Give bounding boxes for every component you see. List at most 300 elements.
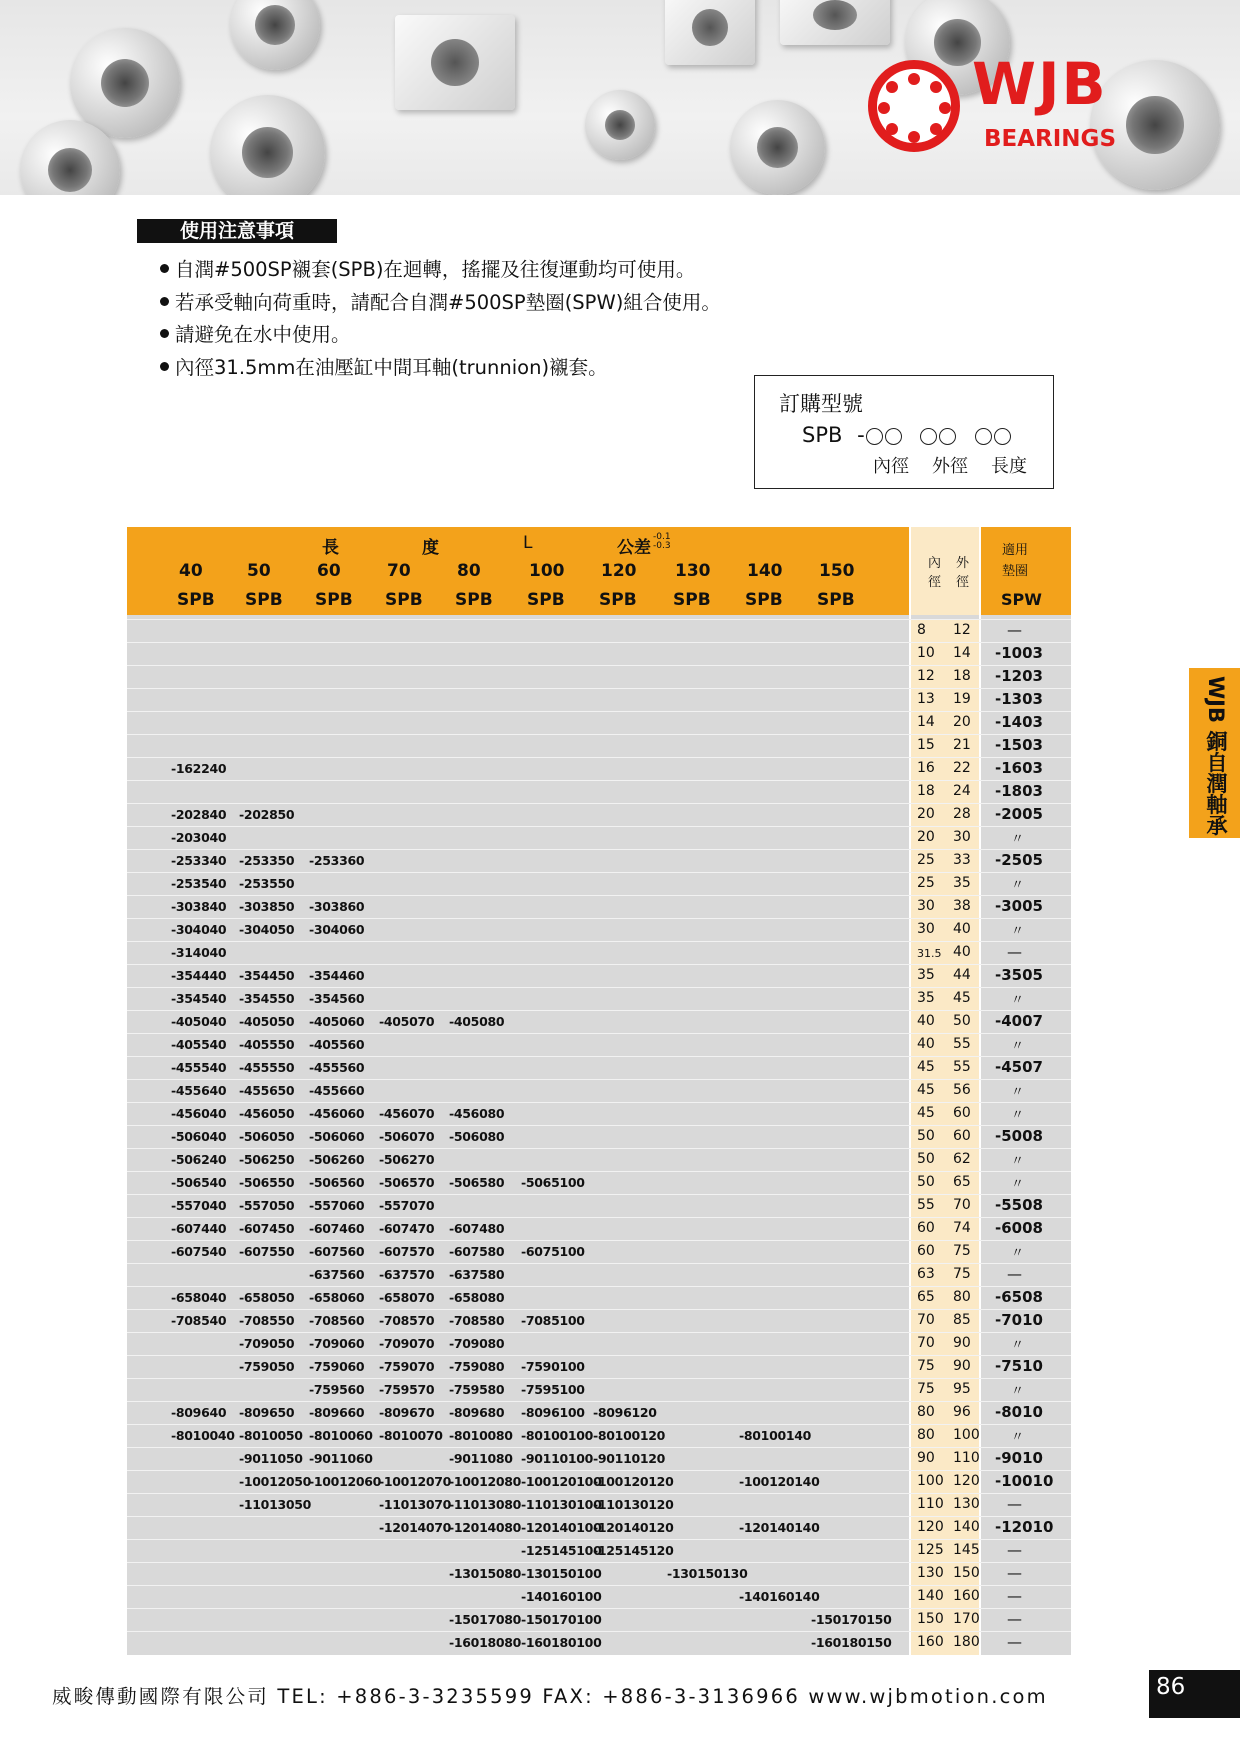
inner-diameter-cell: 35 [917, 990, 935, 1006]
table-row [127, 1562, 1071, 1585]
outer-diameter-cell: 44 [953, 967, 971, 983]
outer-diameter-cell: 40 [953, 921, 971, 937]
inner-diameter-cell: 160 [917, 1634, 944, 1650]
outer-diameter-cell: 160 [953, 1588, 980, 1604]
washer-cell: -5008 [995, 1127, 1043, 1145]
length-label-2: 度 [422, 538, 439, 558]
part-number-cell: -759560 [309, 1382, 365, 1397]
outer-diameter-cell: 74 [953, 1220, 971, 1236]
part-number-cell: -405040 [171, 1014, 227, 1029]
part-number-cell: -456060 [309, 1106, 365, 1121]
outer-diameter-cell: 90 [953, 1335, 971, 1351]
bearing-image [70, 28, 180, 138]
outer-diameter-cell: 24 [953, 783, 971, 799]
outer-diameter-cell: 62 [953, 1151, 971, 1167]
outer-diameter-cell: 38 [953, 898, 971, 914]
placeholder-circle-icon [885, 428, 902, 445]
part-number-cell: -304040 [171, 922, 227, 937]
part-number-cell: -708580 [449, 1313, 505, 1328]
part-number-cell: -607480 [449, 1221, 505, 1236]
washer-cell: -3505 [995, 966, 1043, 984]
part-number-cell: -303850 [239, 899, 295, 914]
inner-diameter-cell: 45 [917, 1105, 935, 1121]
part-number-cell: -455660 [309, 1083, 365, 1098]
bullet-icon [160, 264, 169, 273]
type-label: SPB [745, 590, 783, 610]
part-number-cell: -11013080 [449, 1497, 522, 1512]
part-number-cell: -637560 [309, 1267, 365, 1282]
washer-cell: -7010 [995, 1311, 1043, 1329]
outer-diameter-cell: 75 [953, 1266, 971, 1282]
part-number-cell: -8010050 [239, 1428, 303, 1443]
part-number-cell: -354440 [171, 968, 227, 983]
order-label-length: 長度 [991, 456, 1027, 477]
washer-cell: -10010 [995, 1472, 1054, 1490]
outer-diameter-cell: 14 [953, 645, 971, 661]
inner-diameter-cell: 30 [917, 898, 935, 914]
washer-cell: -12010 [995, 1518, 1054, 1536]
part-number-cell: -162240 [171, 761, 227, 776]
id-label: 內 [928, 556, 942, 571]
part-number-cell: -253360 [309, 853, 365, 868]
placeholder-circle-icon [920, 428, 937, 445]
inner-diameter-cell: 75 [917, 1358, 935, 1374]
part-number-cell: -90110120 [593, 1451, 666, 1466]
part-number-cell: -607440 [171, 1221, 227, 1236]
part-number-cell: -160180150 [811, 1635, 892, 1650]
inner-diameter-cell: 65 [917, 1289, 935, 1305]
part-number-cell: -140160100 [521, 1589, 602, 1604]
part-number-cell: -637570 [379, 1267, 435, 1282]
washer-cell: -6008 [995, 1219, 1043, 1237]
washer-cell: — [1007, 621, 1022, 639]
inner-diameter-cell: 12 [917, 668, 935, 684]
washer-cell: 〃 [1011, 1039, 1025, 1054]
part-number-cell: -708550 [239, 1313, 295, 1328]
type-label: SPB [599, 590, 637, 610]
part-number-cell: -125145100 [521, 1543, 602, 1558]
part-number-cell: -16018080 [449, 1635, 522, 1650]
part-number-cell: -120140120 [593, 1520, 674, 1535]
inner-diameter-cell: 20 [917, 829, 935, 845]
part-number-cell: -759080 [449, 1359, 505, 1374]
washer-cell: -1203 [995, 667, 1043, 685]
table-row [127, 734, 1071, 757]
part-number-cell: -253540 [171, 876, 227, 891]
tolerance-label: 公差 [617, 538, 651, 558]
inner-diameter-cell: 75 [917, 1381, 935, 1397]
bullet-icon [160, 362, 169, 371]
table-row [127, 1608, 1071, 1631]
table-row [127, 1102, 1071, 1125]
bullet-icon [160, 329, 169, 338]
table-row [127, 1033, 1071, 1056]
length-header-120: 120 [601, 561, 637, 581]
table-row [127, 941, 1071, 964]
washer-cell: 〃 [1011, 1154, 1025, 1169]
inner-diameter-cell: 110 [917, 1496, 944, 1512]
outer-diameter-cell: 60 [953, 1105, 971, 1121]
table-row [127, 1631, 1071, 1654]
part-number-cell: -11013070 [379, 1497, 452, 1512]
bearing-image [730, 100, 825, 195]
part-number-cell: -607450 [239, 1221, 295, 1236]
page-number: 86 [1156, 1674, 1186, 1700]
list-item: 自潤#500SP襯套(SPB)在迴轉，搖擺及往復運動均可使用。 [160, 254, 721, 287]
part-number-cell: -405560 [309, 1037, 365, 1052]
table-row [127, 1010, 1071, 1033]
outer-diameter-cell: 180 [953, 1634, 980, 1650]
table-row [127, 1056, 1071, 1079]
inner-diameter-cell: 14 [917, 714, 935, 730]
bearing-ring-icon [868, 60, 960, 152]
part-number-cell: -506060 [309, 1129, 365, 1144]
part-number-cell: -709050 [239, 1336, 295, 1351]
part-number-cell: -354560 [309, 991, 365, 1006]
outer-diameter-cell: 90 [953, 1358, 971, 1374]
part-number-cell: -8010080 [449, 1428, 513, 1443]
order-code-box [754, 375, 1054, 489]
inner-diameter-cell: 80 [917, 1404, 935, 1420]
inner-diameter-cell: 35 [917, 967, 935, 983]
outer-diameter-cell: 28 [953, 806, 971, 822]
table-row [127, 1378, 1071, 1401]
part-number-cell: -709080 [449, 1336, 505, 1351]
outer-diameter-cell: 40 [953, 944, 971, 960]
part-number-cell: -506580 [449, 1175, 505, 1190]
order-code: SPB - [802, 423, 1012, 447]
washer-cell: 〃 [1011, 878, 1025, 893]
outer-diameter-cell: 95 [953, 1381, 971, 1397]
part-number-cell: -120140100 [521, 1520, 602, 1535]
part-number-cell: -506260 [309, 1152, 365, 1167]
part-number-cell: -809670 [379, 1405, 435, 1420]
table-row [127, 688, 1071, 711]
part-number-cell: -10012050 [239, 1474, 312, 1489]
od-label-2: 徑 [956, 575, 970, 590]
part-number-cell: -607540 [171, 1244, 227, 1259]
washer-cell: 〃 [1011, 924, 1025, 939]
part-number-cell: -8010040 [171, 1428, 235, 1443]
bearing-block-image [395, 15, 515, 110]
part-number-cell: -11013050 [239, 1497, 312, 1512]
part-number-cell: -607550 [239, 1244, 295, 1259]
outer-diameter-cell: 18 [953, 668, 971, 684]
part-number-cell: -809680 [449, 1405, 505, 1420]
part-number-cell: -405080 [449, 1014, 505, 1029]
placeholder-circle-icon [939, 428, 956, 445]
inner-diameter-cell: 63 [917, 1266, 935, 1282]
part-number-cell: -130150130 [667, 1566, 748, 1581]
type-label: SPB [315, 590, 353, 610]
inner-diameter-cell: 18 [917, 783, 935, 799]
table-row [127, 711, 1071, 734]
table-row [127, 987, 1071, 1010]
bearing-block-image [780, 0, 890, 45]
inner-diameter-cell: 40 [917, 1036, 935, 1052]
part-number-cell: -8010070 [379, 1428, 443, 1443]
type-label: SPB [455, 590, 493, 610]
part-number-cell: -708570 [379, 1313, 435, 1328]
part-number-cell: -709060 [309, 1336, 365, 1351]
part-number-cell: -6075100 [521, 1244, 585, 1259]
washer-cell: 〃 [1011, 1338, 1025, 1353]
part-number-cell: -658070 [379, 1290, 435, 1305]
part-number-cell: -160180100 [521, 1635, 602, 1650]
part-number-cell: -130150100 [521, 1566, 602, 1581]
inner-diameter-cell: 50 [917, 1128, 935, 1144]
part-number-cell: -80100140 [739, 1428, 812, 1443]
outer-diameter-cell: 55 [953, 1059, 971, 1075]
part-number-cell: -557050 [239, 1198, 295, 1213]
table-row [127, 1470, 1071, 1493]
inner-diameter-cell: 10 [917, 645, 935, 661]
table-row [127, 642, 1071, 665]
washer-cell: — [1007, 1633, 1022, 1651]
part-number-cell: -202850 [239, 807, 295, 822]
part-number-cell: -455560 [309, 1060, 365, 1075]
table-row [127, 1585, 1071, 1608]
washer-cell: 〃 [1011, 1430, 1025, 1445]
part-number-cell: -9011050 [239, 1451, 303, 1466]
part-number-cell: -80100120 [593, 1428, 666, 1443]
part-number-cell: -607560 [309, 1244, 365, 1259]
inner-diameter-cell: 8 [917, 622, 926, 638]
part-number-cell: -354540 [171, 991, 227, 1006]
order-label-id: 內徑 [873, 456, 909, 477]
side-tab: WJB 銅自潤軸承 [1189, 668, 1240, 838]
spw-label: 適用 [1002, 543, 1029, 558]
inner-diameter-cell: 15 [917, 737, 935, 753]
outer-diameter-cell: 145 [953, 1542, 980, 1558]
length-label: 長 [322, 538, 339, 558]
washer-cell: -8010 [995, 1403, 1043, 1421]
table-row [127, 1424, 1071, 1447]
washer-cell: 〃 [1011, 1384, 1025, 1399]
part-number-cell: -455540 [171, 1060, 227, 1075]
table-row [127, 757, 1071, 780]
part-number-cell: -8096120 [593, 1405, 657, 1420]
part-number-cell: -607470 [379, 1221, 435, 1236]
list-item: 若承受軸向荷重時，請配合自潤#500SP墊圈(SPW)組合使用。 [160, 287, 721, 320]
part-number-cell: -557070 [379, 1198, 435, 1213]
part-number-cell: -9011080 [449, 1451, 513, 1466]
outer-diameter-cell: 45 [953, 990, 971, 1006]
table-row [127, 1125, 1071, 1148]
washer-cell: 〃 [1011, 993, 1025, 1008]
part-number-cell: -506050 [239, 1129, 295, 1144]
bullet-icon [160, 297, 169, 306]
outer-diameter-cell: 170 [953, 1611, 980, 1627]
placeholder-circle-icon [994, 428, 1011, 445]
part-number-cell: -708540 [171, 1313, 227, 1328]
part-number-cell: -759580 [449, 1382, 505, 1397]
length-header-130: 130 [675, 561, 711, 581]
part-number-cell: -506250 [239, 1152, 295, 1167]
part-number-cell: -100120120 [593, 1474, 674, 1489]
part-number-cell: -506560 [309, 1175, 365, 1190]
part-number-cell: -456070 [379, 1106, 435, 1121]
part-number-cell: -506080 [449, 1129, 505, 1144]
table-row [127, 1309, 1071, 1332]
part-number-cell: -10012080 [449, 1474, 522, 1489]
inner-diameter-cell: 40 [917, 1013, 935, 1029]
part-number-cell: -809660 [309, 1405, 365, 1420]
type-label: SPB [673, 590, 711, 610]
washer-cell: 〃 [1011, 1177, 1025, 1192]
outer-diameter-cell: 130 [953, 1496, 980, 1512]
part-number-cell: -303840 [171, 899, 227, 914]
table-row [127, 895, 1071, 918]
table-row [127, 1286, 1071, 1309]
tolerance-lower: -0.3 [653, 541, 671, 551]
part-number-cell: -12014080 [449, 1520, 522, 1535]
washer-cell: -7510 [995, 1357, 1043, 1375]
part-number-cell: -9011060 [309, 1451, 373, 1466]
part-number-cell: -557060 [309, 1198, 365, 1213]
part-number-cell: -253550 [239, 876, 295, 891]
part-number-cell: -304060 [309, 922, 365, 937]
washer-cell: -1303 [995, 690, 1043, 708]
part-number-cell: -709070 [379, 1336, 435, 1351]
inner-diameter-cell: 25 [917, 852, 935, 868]
part-number-cell: -314040 [171, 945, 227, 960]
table-row [127, 964, 1071, 987]
washer-cell: -1603 [995, 759, 1043, 777]
part-number-cell: -708560 [309, 1313, 365, 1328]
table-row [127, 1516, 1071, 1539]
table-row [127, 1401, 1071, 1424]
inner-diameter-cell: 45 [917, 1059, 935, 1075]
part-number-cell: -140160140 [739, 1589, 820, 1604]
table-row [127, 1171, 1071, 1194]
notes-list [160, 254, 721, 384]
outer-diameter-cell: 100 [953, 1427, 980, 1443]
inner-diameter-cell: 45 [917, 1082, 935, 1098]
type-label: SPB [245, 590, 283, 610]
part-number-cell: -637580 [449, 1267, 505, 1282]
spw-label-2: 墊圈 [1002, 564, 1029, 579]
part-number-cell: -7085100 [521, 1313, 585, 1328]
part-number-cell: -125145120 [593, 1543, 674, 1558]
washer-cell: 〃 [1011, 1108, 1025, 1123]
part-number-cell: -15017080 [449, 1612, 522, 1627]
notes-title: 使用注意事項 [137, 219, 337, 243]
placeholder-circle-icon [975, 428, 992, 445]
part-number-cell: -607460 [309, 1221, 365, 1236]
outer-diameter-cell: 70 [953, 1197, 971, 1213]
inner-diameter-cell: 31.5 [917, 947, 942, 960]
outer-diameter-cell: 35 [953, 875, 971, 891]
brand-name: WJB [972, 50, 1108, 118]
part-number-cell: -405060 [309, 1014, 365, 1029]
length-header-100: 100 [529, 561, 565, 581]
table-row [127, 1079, 1071, 1102]
outer-diameter-cell: 120 [953, 1473, 980, 1489]
inner-diameter-cell: 150 [917, 1611, 944, 1627]
outer-diameter-cell: 50 [953, 1013, 971, 1029]
length-header-50: 50 [247, 561, 271, 581]
washer-cell: -9010 [995, 1449, 1043, 1467]
table-row [127, 665, 1071, 688]
type-label: SPB [177, 590, 215, 610]
part-number-cell: -809650 [239, 1405, 295, 1420]
part-number-cell: -506040 [171, 1129, 227, 1144]
table-row [127, 1493, 1071, 1516]
part-number-cell: -7590100 [521, 1359, 585, 1374]
outer-diameter-cell: 140 [953, 1519, 980, 1535]
inner-diameter-cell: 70 [917, 1312, 935, 1328]
outer-diameter-cell: 12 [953, 622, 971, 638]
inner-diameter-cell: 80 [917, 1427, 935, 1443]
outer-diameter-cell: 19 [953, 691, 971, 707]
inner-diameter-cell: 70 [917, 1335, 935, 1351]
part-number-cell: -455650 [239, 1083, 295, 1098]
inner-diameter-cell: 90 [917, 1450, 935, 1466]
inner-diameter-cell: 55 [917, 1197, 935, 1213]
table-row [127, 1332, 1071, 1355]
part-number-cell: -90110100 [521, 1451, 594, 1466]
washer-cell: -4507 [995, 1058, 1043, 1076]
part-number-cell: -13015080 [449, 1566, 522, 1581]
washer-cell: -3005 [995, 897, 1043, 915]
length-header-140: 140 [747, 561, 783, 581]
part-number-cell: -607570 [379, 1244, 435, 1259]
inner-diameter-cell: 100 [917, 1473, 944, 1489]
inner-diameter-cell: 125 [917, 1542, 944, 1558]
outer-diameter-cell: 30 [953, 829, 971, 845]
washer-cell: -1003 [995, 644, 1043, 662]
part-number-cell: -150170100 [521, 1612, 602, 1627]
outer-diameter-cell: 56 [953, 1082, 971, 1098]
table-row [127, 1447, 1071, 1470]
washer-cell: 〃 [1011, 1246, 1025, 1261]
part-number-cell: -253350 [239, 853, 295, 868]
length-header-60: 60 [317, 561, 341, 581]
inner-diameter-cell: 25 [917, 875, 935, 891]
length-header-150: 150 [819, 561, 855, 581]
part-number-cell: -100120100 [521, 1474, 602, 1489]
inner-diameter-cell: 60 [917, 1220, 935, 1236]
part-number-cell: -455640 [171, 1083, 227, 1098]
bearing-image [210, 95, 325, 195]
outer-diameter-cell: 55 [953, 1036, 971, 1052]
part-number-cell: -759070 [379, 1359, 435, 1374]
part-number-cell: -809640 [171, 1405, 227, 1420]
washer-cell: 〃 [1011, 832, 1025, 847]
part-number-cell: -80100100 [521, 1428, 594, 1443]
part-number-cell: -506070 [379, 1129, 435, 1144]
bearing-image [585, 90, 655, 160]
part-number-cell: -557040 [171, 1198, 227, 1213]
part-number-cell: -202840 [171, 807, 227, 822]
placeholder-circle-icon [866, 428, 883, 445]
header-banner [0, 0, 1240, 195]
length-symbol: L [523, 533, 533, 553]
od-label: 外 [956, 556, 970, 571]
table-row [127, 780, 1071, 803]
part-number-cell: -10012070 [379, 1474, 452, 1489]
part-number-cell: -7595100 [521, 1382, 585, 1397]
table-row [127, 1240, 1071, 1263]
inner-diameter-cell: 13 [917, 691, 935, 707]
table-row [127, 1539, 1071, 1562]
part-number-cell: -456050 [239, 1106, 295, 1121]
part-number-cell: -354450 [239, 968, 295, 983]
order-label-od: 外徑 [932, 456, 968, 477]
table-row [127, 803, 1071, 826]
washer-cell: -1503 [995, 736, 1043, 754]
